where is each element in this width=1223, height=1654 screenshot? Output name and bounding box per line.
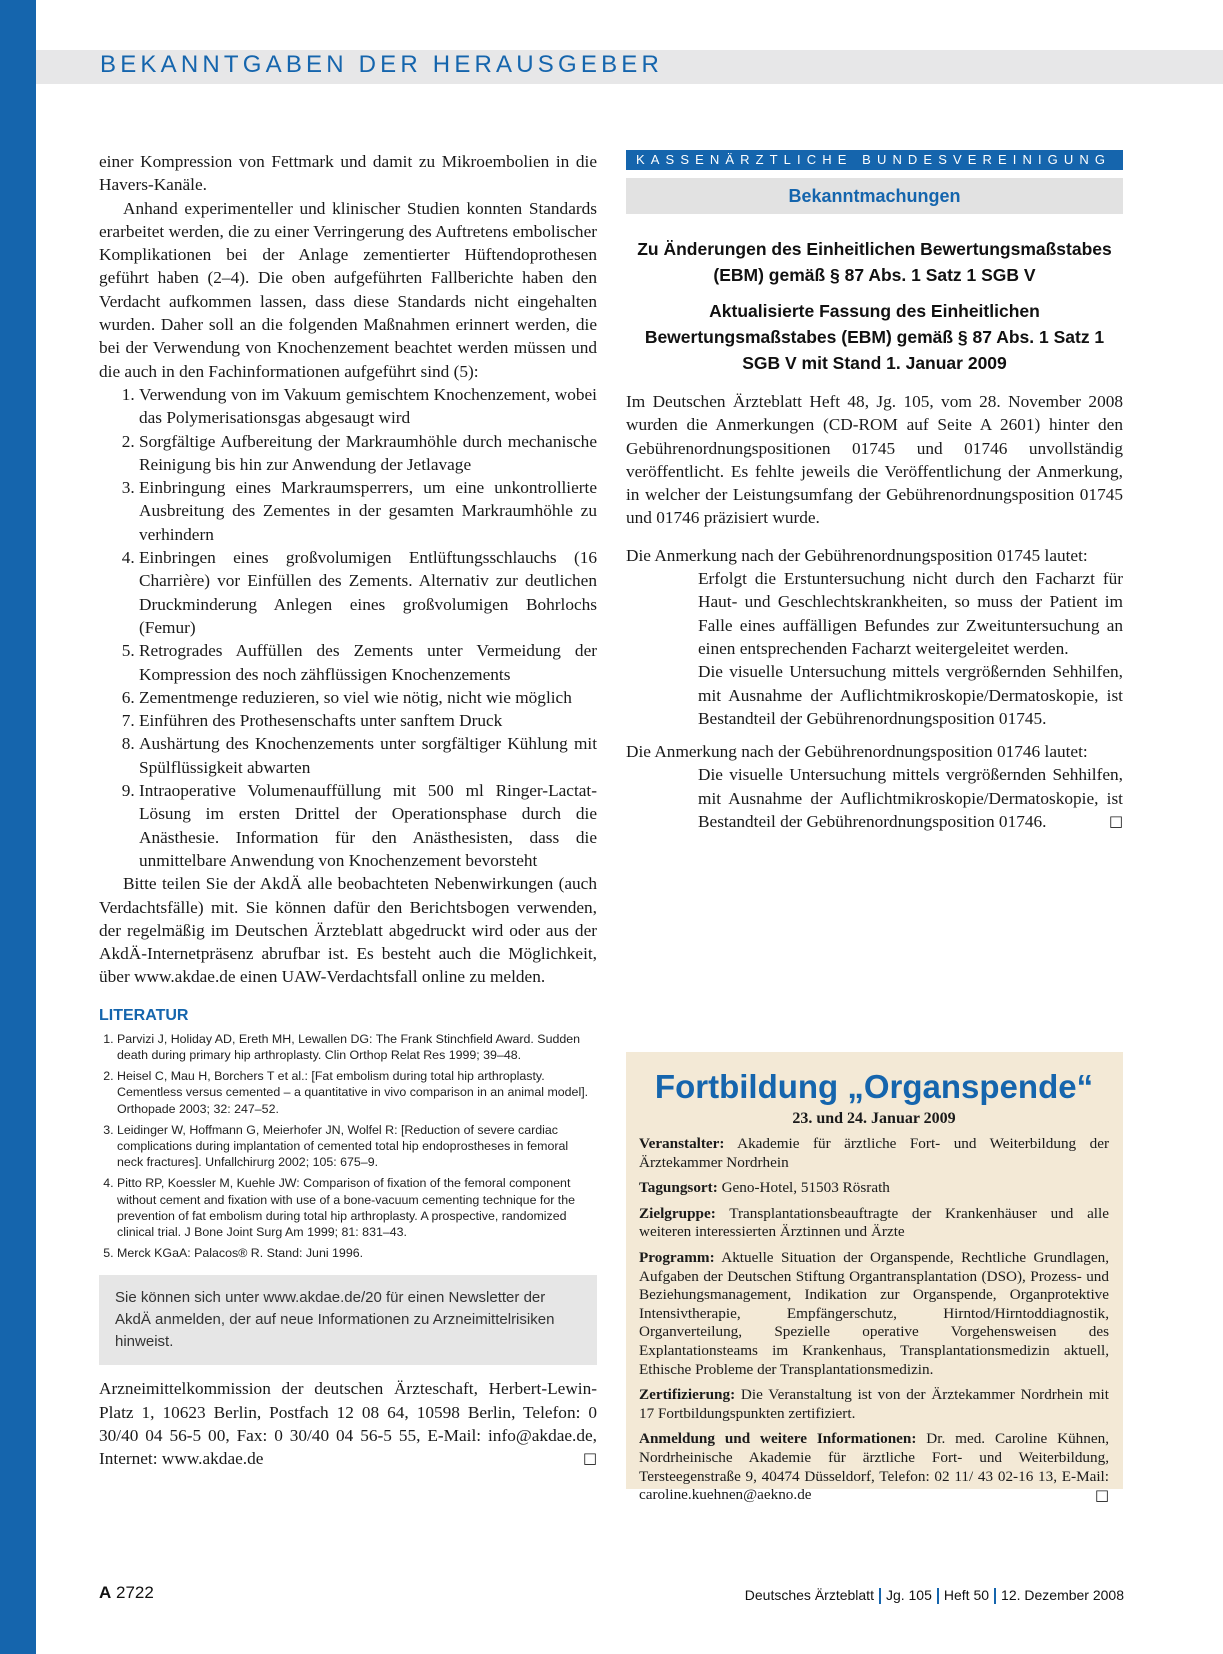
right-column bbox=[626, 150, 1123, 833]
value: Dr. med. Caroline Kühnen, Nordrheinische Akademie für ärztliche Fort- und Weiterbildung, Tersteegenstraße 9, 40474 Düsseldorf, Telefon: 02 11/ 43 02-16 13, E-Mail: caroline.kuehnen@aekno.de bbox=[639, 1430, 1109, 1504]
value: Transplantationsbeauftragte der Krankenhäuser und alle weiteren interessierten Ärztinnen und Ärzte bbox=[639, 1204, 1109, 1241]
event-date: 23. und 24. Januar 2009 bbox=[792, 1110, 956, 1127]
end-mark: □ bbox=[582, 1449, 597, 1468]
article-subtitle: Aktualisierte Fassung des Einheitlichen Bewertungsmaßstabes (EBM) gemäß § 87 Abs. 1 Satz 1 SGB V mit Stand 1. Januar 2009 bbox=[644, 301, 1105, 373]
left-column bbox=[99, 150, 597, 1471]
paragraph: Bitte teilen Sie der AkdÄ alle beobachteten Nebenwirkungen (auch Verdachtsfälle) mit. Sie können dafür den Berichtsbogen verwenden, der regelmäßig im Deutschen Ärzteblatt abgedruckt wird oder aus der AkdÄ-Internetpräsenz abrufbar ist. Es besteht auch die Möglichkeit, über www.akdae.de einen UAW-Verdachtsfall online zu melden. bbox=[99, 874, 597, 987]
list-item: 2. Sorgfältige Aufbereitung der Markraumhöhle durch mechanische Reinigung bis hin zur Anwendung der Jetlavage bbox=[139, 430, 597, 477]
reference-item: 1. Parvizi J, Holiday AD, Ereth MH, Lewallen DG: The Frank Stinchfield Award. Sudden death during primary hip arthroplasty. Clin Orthop Relat Res 1999; 39–48. bbox=[117, 1031, 597, 1063]
quoted-note bbox=[626, 763, 1123, 833]
paragraph: Die Anmerkung nach der Gebührenordnungsposition 01746 lautet: bbox=[626, 742, 1088, 762]
measures-list bbox=[99, 383, 597, 872]
event-program bbox=[639, 1249, 1109, 1379]
list-item: 1. Verwendung von im Vakuum gemischtem Knochenzement, wobei das Polymerisationsgas abgesaugt wird bbox=[139, 383, 597, 430]
journal-name: Deutsches Ärzteblatt bbox=[744, 1587, 874, 1603]
fortbildung-box bbox=[626, 1052, 1123, 1505]
event-registration bbox=[639, 1430, 1109, 1504]
list-item: 6. Zementmenge reduzieren, so viel wie nötig, nicht wie möglich bbox=[139, 686, 597, 709]
journal-volume: Jg. 105 bbox=[885, 1587, 932, 1603]
event-certification bbox=[639, 1386, 1109, 1423]
section-header: BEKANNTGABEN DER HERAUSGEBER bbox=[100, 51, 664, 78]
paragraph: Im Deutschen Ärzteblatt Heft 48, Jg. 105, vom 28. November 2008 wurden die Anmerkungen (CD-ROM auf Seite A 2601) hinter den Gebührenordnungspositionen 01745 und 01746 unvollständig veröffentlicht. Es fehlte jeweils die Veröffentlichung der Anmerkung, in welcher der Leistungsumfang der Gebührenordnungsposition 01745 und 01746 präzisiert wurde. bbox=[626, 392, 1123, 528]
quoted-note: Erfolgt die Erstuntersuchung nicht durch den Facharzt für Haut- und Geschlechtskrankheiten, so muss der Patient im Falle eines auffälligen Befundes zur Zweituntersuchung an einen entsprechenden Facharzt weitergeleitet werden. bbox=[698, 569, 1123, 658]
list-item: 8. Aushärtung des Knochenzements unter sorgfältiger Kühlung mit Spülflüssigkeit abwarten bbox=[139, 732, 597, 779]
value: Die Veranstaltung ist von der Ärztekammer Nordrhein mit 17 Fortbildungspunkten zertifiziert. bbox=[639, 1386, 1109, 1422]
paragraph: einer Kompression von Fettmark und damit zu Mikroembolien in die Havers-Kanäle. bbox=[99, 152, 597, 195]
address-text: Arzneimittelkommission der deutschen Ärzteschaft, Herbert-Lewin-Platz 1, 10623 Berlin, Postfach 12 08 64, 10598 Berlin, Telefon: 0 30/40 04 56-5 00, Fax: 0 30/40 04 56-5 55, E-Mail: info@akdae.de, Internet: www.akdae.de bbox=[99, 1379, 597, 1469]
journal-issue: Heft 50 bbox=[943, 1587, 990, 1603]
page-number-value: 2722 bbox=[116, 1583, 154, 1602]
divider bbox=[994, 1588, 996, 1604]
label: Zertifizierung: bbox=[639, 1386, 736, 1404]
paragraph: Anhand experimenteller und klinischer Studien konnten Standards erarbeitet werden, die zu einer Verringerung des Auftretens embolischer Komplikationen bei der Anlage zementierter Hüftendoprothesen geführt haben (2–4). Die oben aufgeführten Fallberichte haben den Verdacht aufkommen lassen, dass diese Standards nicht eingehalten wurden. Daher soll an die folgenden Maßnahmen erinnert werden, die bei der Verwendung von Knochenzement beachtet werden müssen und die auch in den Fachinformationen aufgeführt sind (5): bbox=[99, 198, 597, 381]
label: Zielgruppe: bbox=[639, 1204, 716, 1222]
end-mark: □ bbox=[1108, 812, 1123, 831]
reference-item: 5. Merck KGaA: Palacos® R. Stand: Juni 1996. bbox=[117, 1245, 597, 1261]
article-title: Zu Änderungen des Einheitlichen Bewertungsmaßstabes (EBM) gemäß § 87 Abs. 1 Satz 1 SGB V bbox=[637, 239, 1112, 285]
reference-list bbox=[99, 1031, 597, 1262]
newsletter-notice: Sie können sich unter www.akdae.de/20 für einen Newsletter der AkdÄ anmelden, der auf neue Informationen zu Arzneimittelrisiken hinweist. bbox=[99, 1275, 597, 1365]
event-audience bbox=[639, 1205, 1109, 1242]
list-item: 7. Einführen des Prothesenschafts unter sanftem Druck bbox=[139, 709, 597, 732]
divider bbox=[937, 1588, 939, 1604]
label: Programm: bbox=[639, 1248, 715, 1266]
quoted-note-text: Die visuelle Untersuchung mittels vergrößernden Sehhilfen, mit Ausnahme der Auflichtmikroskopie/Dermatoskopie, ist Bestandteil der Gebührenordnungsposition 01746. bbox=[698, 765, 1123, 832]
quoted-note: Die visuelle Untersuchung mittels vergrößernden Sehhilfen, mit Ausnahme der Auflichtmikroskopie/Dermatoskopie, ist Bestandteil der Gebührenordnungsposition 01745. bbox=[698, 662, 1123, 728]
page-edge-bar bbox=[0, 0, 36, 1654]
label: Tagungsort: bbox=[639, 1179, 718, 1197]
divider bbox=[879, 1588, 881, 1604]
event-organizer bbox=[639, 1135, 1109, 1172]
value: Aktuelle Situation der Organspende, Rechtliche Grundlagen, Aufgaben der Deutschen Stiftung Organtransplantation (DSO), Prozess- und Beziehungsmanagement, Indikation zur Organspende, Organprotektive Intensivtherapie, Empfängerschutz, Hirntod/Hirntoddiagnostik, Organverteilung, Spezielle operative Vorgehensweisen des Explantationsteams im Krankenhaus, Transplantationsmedizin aktuell, Ethische Probleme der Transplantationsmedizin. bbox=[639, 1248, 1109, 1378]
value: Geno-Hotel, 51503 Rösrath bbox=[721, 1179, 890, 1197]
event-title: Fortbildung „Organspende“ bbox=[654, 1068, 1094, 1105]
literatur-heading: LITERATUR bbox=[99, 1006, 189, 1024]
page-number bbox=[99, 1583, 154, 1603]
list-item: 5. Retrogrades Auffüllen des Zements unter Vermeidung der Kompression des noch zähflüssigen Knochenzements bbox=[139, 639, 597, 686]
list-item: 3. Einbringung eines Markraumsperrers, um eine unkontrollierte Ausbreitung des Zementes in der gesamten Markraumhöhle zu verhindern bbox=[139, 476, 597, 546]
label: Anmeldung und weitere Informationen: bbox=[639, 1430, 917, 1448]
journal-footer bbox=[745, 1587, 1124, 1604]
paragraph: Die Anmerkung nach der Gebührenordnungsposition 01745 lautet: bbox=[626, 545, 1088, 565]
journal-date: 12. Dezember 2008 bbox=[1001, 1587, 1124, 1603]
list-item: 9. Intraoperative Volumenauffüllung mit 500 ml Ringer-Lactat-Lösung im ersten Drittel der Operationsphase durch die Anästhesie. Information für den Anästhesisten, dass die unmittelbare Anwendung von Knochenzement bevorsteht bbox=[139, 779, 597, 872]
section-band: Bekanntmachungen bbox=[626, 178, 1123, 214]
value: Akademie für ärztliche Fort- und Weiterbildung der Ärztekammer Nordrhein bbox=[639, 1135, 1109, 1171]
event-venue bbox=[639, 1179, 1109, 1198]
label: Veranstalter: bbox=[639, 1135, 725, 1152]
address-block bbox=[99, 1377, 597, 1470]
organization-bar: KASSENÄRZTLICHE BUNDESVEREINIGUNG bbox=[626, 150, 1123, 170]
end-mark: □ bbox=[1094, 1486, 1109, 1505]
reference-item: 3. Leidinger W, Hoffmann G, Meierhofer JN, Wolfel R: [Reduction of severe cardiac complications during implantation of cemented total hip endoprostheses in femoral neck fractures]. Unfallchirurg 2002; 105: 675–9. bbox=[117, 1122, 597, 1171]
page-prefix: A bbox=[99, 1583, 112, 1602]
reference-item: 4. Pitto RP, Koessler M, Kuehle JW: Comparison of fixation of the femoral component without cement and fixation with use of a bone-vacuum cementing technique for the prevention of fat embolism during total hip arthroplasty. A prospective, randomized clinical trial. J Bone Joint Surg Am 1999; 81: 831–43. bbox=[117, 1175, 597, 1240]
list-item: 4. Einbringen eines großvolumigen Entlüftungsschlauchs (16 Charrière) vor Einfüllen des Zements. Alternativ zur deutlichen Druckminderung Anlegen eines großvolumigen Bohrlochs (Femur) bbox=[139, 546, 597, 639]
reference-item: 2. Heisel C, Mau H, Borchers T et al.: [Fat embolism during total hip arthroplasty. Cementless versus cemented – a quantitative in vivo comparison in an animal model]. Orthopade 2003; 32: 247–52. bbox=[117, 1068, 597, 1117]
